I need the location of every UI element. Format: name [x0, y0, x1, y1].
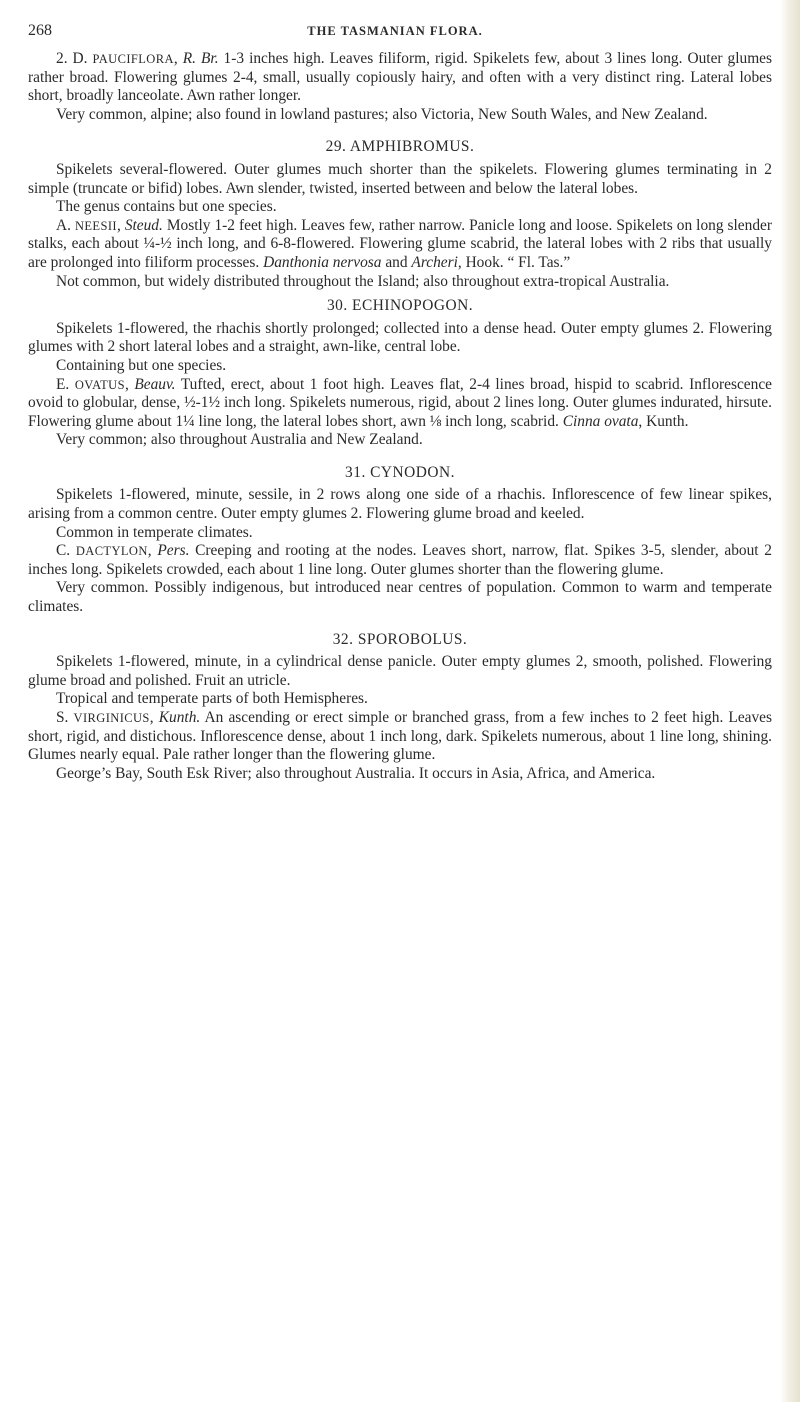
page [28, 22, 772, 783]
genus-heading-cynodon: 31. CYNODON. [345, 463, 455, 481]
genus-description: Spikelets 1-flowered, minute, sessile, in 2 rows along one side of a rhachis. Inflorescence of few linear spikes, arising from a common centre. Outer empty glumes 2. Flowering glume broad and keeled. [28, 486, 772, 523]
species-author: Beauv. [134, 375, 176, 393]
species-author: R. Br. [182, 50, 219, 67]
species-name: NEESII [74, 218, 117, 233]
page-edge-shadow [780, 0, 800, 1402]
genus-note: Tropical and temperate parts of both Hemispheres. [56, 690, 368, 708]
running-head: THE TASMANIAN FLORA. [307, 24, 483, 38]
species-name: PAUCIFLORA [92, 52, 174, 66]
species-entry-neesii: A. NEESII, Steud. Mostly 1-2 feet high. Leaves few, rather narrow. Panicle long and loose. Spikelets on long slender stalks, each about ¼-½ inch long, and 6-8-flowered. Flowering glume scabrid, the lateral lobes with 2 ribs that usually are prolonged into filiform processes. Danthonia nervosa and Archeri, Hook. “ Fl. Tas.” [28, 216, 772, 271]
species-name: OVATUS [74, 377, 125, 392]
species-entry-virginicus: S. VIRGINICUS, Kunth. An ascending or erect simple or branched grass, from a few inches to 2 feet high. Leaves short, rigid, and distichous. Inflorescence dense, about 1 inch long, dark. Spikelets numerous, about 1 line long, shining. Glumes nearly equal. Pale rather longer than the flowering glume. [28, 709, 772, 764]
species-entry-ovatus: E. OVATUS, Beauv. Tufted, erect, about 1 foot high. Leaves flat, 2-4 lines broad, hispid to scabrid. Inflorescence ovoid to globular, dense, ½-1½ inch long. Spikelets numerous, rigid, about 2 lines long. Outer glumes indurated, hirsute. Flowering glume about 1¼ line long, the lateral lobes short, awn ⅛ inch long, scabrid. Cinna ovata, Kunth. [28, 375, 772, 430]
genus-description: Spikelets 1-flowered, the rhachis shortly prolonged; collected into a dense head. Outer empty glumes 2. Flowering glumes with 2 short lateral lobes and a straight, awn-like, central lobe. [28, 319, 772, 356]
species-distribution: Very common; also throughout Australia and New Zealand. [56, 431, 423, 449]
species-distribution: Not common, but widely distributed throughout the Island; also throughout extra-tropical Australia. [56, 272, 670, 290]
species-author: Steud. [124, 216, 163, 234]
species-entry-pauciflora: 2. D. PAUCIFLORA, R. Br. 1-3 inches high. Leaves filiform, rigid. Spikelets few, about 3 lines long. Outer glumes rather broad. Flowering glumes 2-4, small, usually copiously hairy, and often with a very distinct ring. Lateral lobes short, broadly lanceolate. Awn rather longer. [28, 50, 772, 105]
species-name: DACTYLON [75, 544, 148, 559]
species-name: VIRGINICUS [73, 711, 150, 725]
synonym: Danthonia nervosa [263, 253, 382, 271]
genus-heading-echinopogon: 30. ECHINOPOGON. [326, 297, 474, 315]
genus-heading-amphibromus: 29. AMPHIBROMUS. [325, 138, 475, 156]
genus-heading-sporobolus: 32. SPOROBOLUS. [332, 630, 468, 648]
genus-note: Common in temperate climates. [56, 523, 253, 541]
species-author: Pers. [157, 542, 190, 560]
genus-note: The genus contains but one species. [56, 198, 277, 216]
page-header [28, 22, 772, 44]
page-number: 268 [28, 22, 52, 39]
species-distribution: Very common. Possibly indigenous, but introduced near centres of population. Common to warm and temperate climates. [28, 579, 772, 616]
synonym: Archeri [411, 253, 458, 271]
genus-description: Spikelets several-flowered. Outer glumes much shorter than the spikelets. Flowering glumes terminating in 2 simple (truncate or bifid) lobes. Awn slender, twisted, inserted between and below the lateral lobes. [28, 160, 772, 197]
genus-description: Spikelets 1-flowered, minute, in a cylindrical dense panicle. Outer empty glumes 2, smooth, polished. Flowering glume broad and polished. Fruit an utricle. [28, 653, 772, 689]
species-entry-dactylon: C. DACTYLON, Pers. Creeping and rooting at the nodes. Leaves short, narrow, flat. Spikes 3-5, slender, about 2 inches long. Spikelets crowded, each about 1 line long. Outer glumes shorter than the flowering glume. [28, 542, 772, 578]
species-author: Kunth. [158, 709, 201, 726]
genus-note: Containing but one species. [56, 356, 227, 374]
species-distribution: George’s Bay, South Esk River; also throughout Australia. It occurs in Asia, Africa, and America. [56, 764, 656, 782]
synonym: Cinna ovata [562, 412, 639, 430]
species-distribution: Very common, alpine; also found in lowland pastures; also Victoria, New South Wales, and New Zealand. [56, 105, 708, 123]
